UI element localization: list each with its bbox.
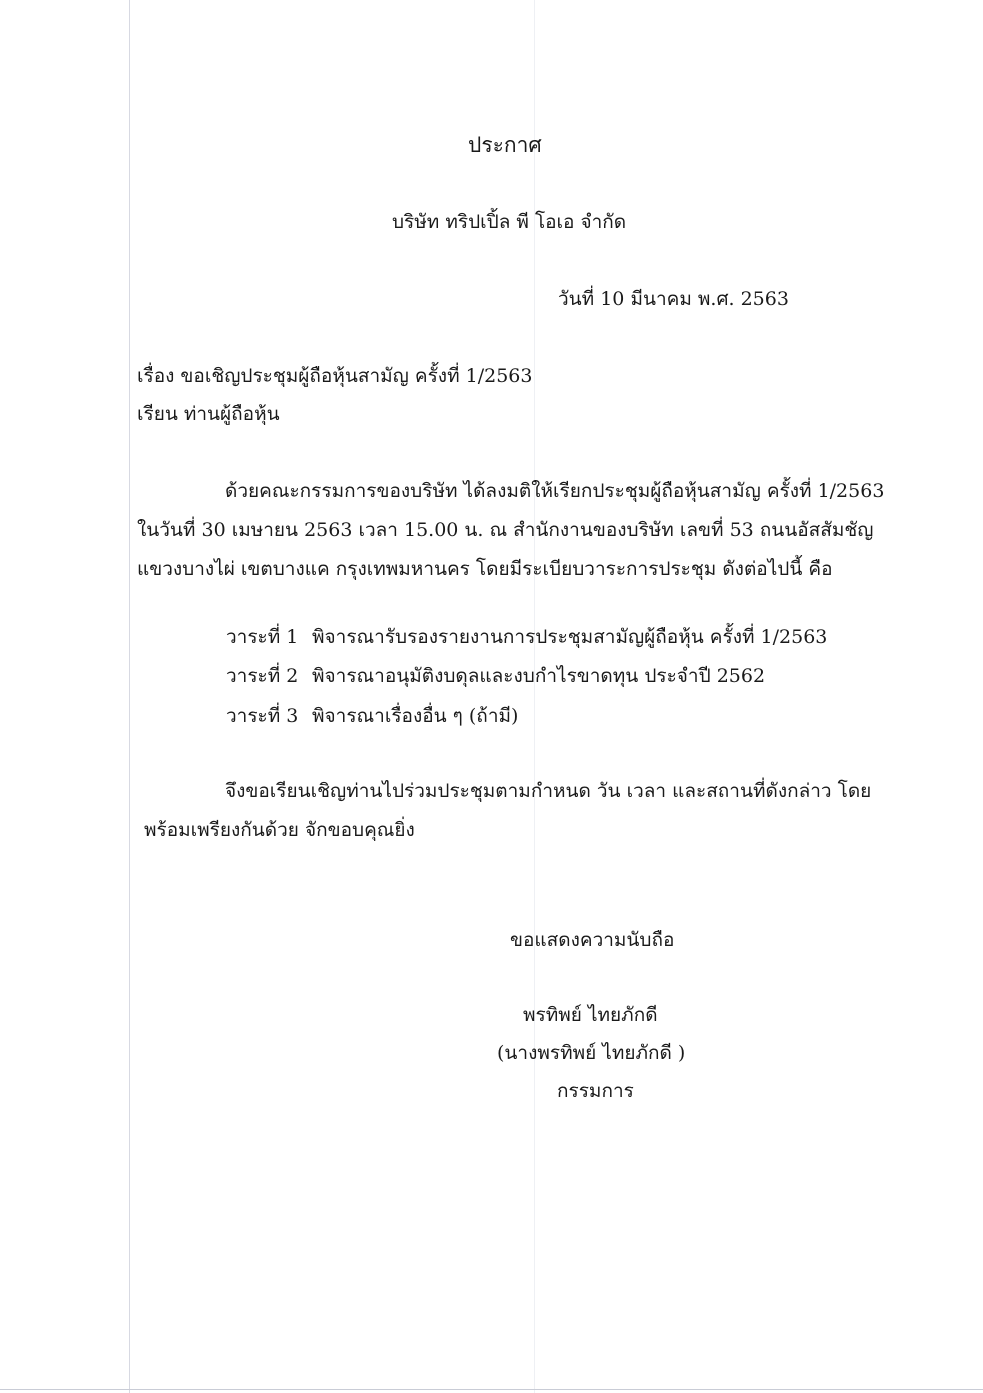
body-paragraph-2 (137, 772, 872, 850)
paragraph-line: แขวงบางไผ่ เขตบางแค กรุงเทพมหานคร โดยมีระเบียบวาระการประชุม ดังต่อไปนี้ คือ (137, 558, 833, 580)
agenda-number: วาระที่ 1 (226, 626, 299, 648)
body-paragraph-1 (137, 472, 885, 589)
signer-name: (นางพรทิพย์ ไทยภักดี ) (497, 1042, 686, 1064)
agenda-text: พิจารณาเรื่องอื่น ๆ (ถ้ามี) (312, 705, 519, 727)
agenda-number: วาระที่ 2 (226, 665, 299, 687)
agenda-item (226, 703, 518, 729)
paragraph-line: จึงขอเรียนเชิญท่านไปร่วมประชุมตามกำหนด วัน เวลา และสถานที่ดังกล่าว โดย (225, 780, 872, 802)
document-title: ประกาศ (468, 133, 542, 157)
agenda-item (226, 624, 827, 650)
signature: พรทิพย์ ไทยภักดี (523, 1004, 658, 1026)
signer-position: กรรมการ (557, 1080, 634, 1102)
document-subject: เรื่อง ขอเชิญประชุมผู้ถือหุ้นสามัญ ครั้งที่ 1/2563 (137, 365, 533, 387)
agenda-text: พิจารณาอนุมัติงบดุลและงบกำไรขาดทุน ประจำปี 2562 (312, 665, 766, 687)
paragraph-line: ในวันที่ 30 เมษายน 2563 เวลา 15.00 น. ณ สำนักงานของบริษัท เลขที่ 53 ถนนอัสสัมชัญ (137, 519, 874, 541)
scan-bottom-line (0, 1389, 983, 1390)
closing-salutation: ขอแสดงความนับถือ (510, 929, 675, 951)
agenda-text: พิจารณารับรองรายงานการประชุมสามัญผู้ถือหุ้น ครั้งที่ 1/2563 (312, 626, 828, 648)
paragraph-line: ด้วยคณะกรรมการของบริษัท ได้ลงมติให้เรียกประชุมผู้ถือหุ้นสามัญ ครั้งที่ 1/2563 (225, 480, 885, 502)
agenda-item (226, 663, 765, 689)
scan-margin-line (129, 0, 130, 1393)
company-name: บริษัท ทริปเปิ้ล พี โอเอ จำกัด (392, 211, 627, 233)
document-date: วันที่ 10 มีนาคม พ.ศ. 2563 (558, 288, 789, 310)
paragraph-line: พร้อมเพรียงกันด้วย จักขอบคุณยิ่ง (144, 819, 415, 841)
document-recipient: เรียน ท่านผู้ถือหุ้น (137, 403, 280, 425)
agenda-number: วาระที่ 3 (226, 705, 299, 727)
